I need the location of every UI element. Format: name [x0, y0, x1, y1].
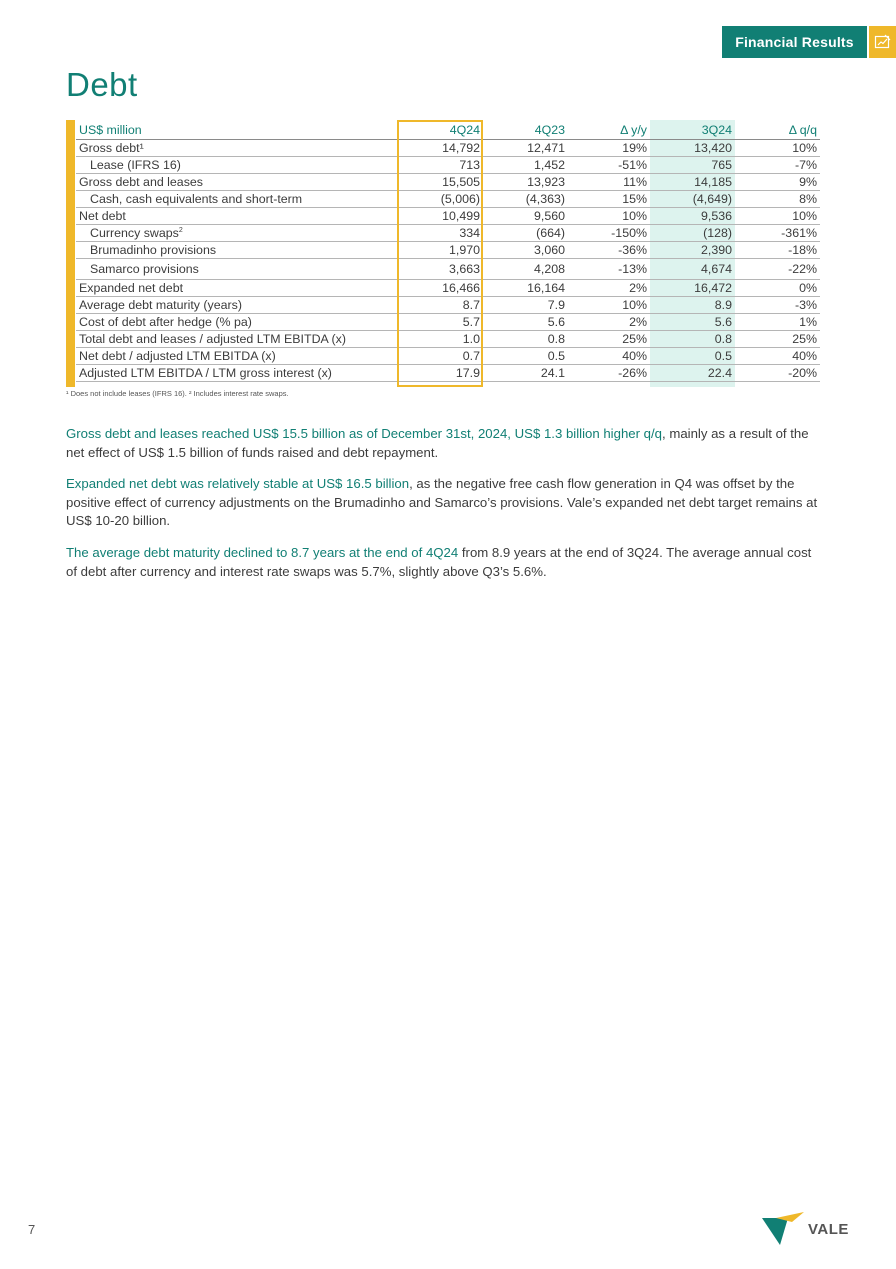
column-header: Δ y/y [568, 121, 650, 140]
row-label-text: Cost of debt after hedge (% pa) [79, 315, 252, 329]
table-cell: -150% [568, 225, 650, 242]
table-cell: 1% [735, 314, 820, 331]
table-cell: 10% [735, 208, 820, 225]
table-cell: 3,060 [483, 242, 568, 259]
table-cell: 1,452 [483, 157, 568, 174]
table-cell: 1,970 [397, 242, 483, 259]
table-cell: 9,536 [650, 208, 735, 225]
row-label [76, 140, 397, 157]
table-cell: 8.7 [397, 297, 483, 314]
table-cell: (5,006) [397, 191, 483, 208]
table-cell: 0.5 [483, 348, 568, 365]
table-cell: 12,471 [483, 140, 568, 157]
row-label [76, 242, 397, 259]
table-cell: (128) [650, 225, 735, 242]
row-label [76, 331, 397, 348]
row-label-text: Net debt [79, 209, 126, 223]
paragraph-text: , as the negative free cash flow generation in Q4 was offset by the positive effect of currency adjustments on the Brumadinho and Samarco’s provisions. Vale’s expanded net debt target remains at US$ 10-20 billion. [66, 476, 818, 528]
table-cell: 22.4 [650, 365, 735, 382]
table-cell: 8% [735, 191, 820, 208]
column-header: 4Q24 [397, 121, 483, 140]
table-cell: 713 [397, 157, 483, 174]
paragraph-text: , mainly as a result of the net effect of US$ 1.5 billion of funds raised and debt repayment. [66, 426, 809, 460]
chart-edit-icon [869, 26, 896, 58]
table-cell: 40% [735, 348, 820, 365]
table-cell: -51% [568, 157, 650, 174]
table-cell: 15,505 [397, 174, 483, 191]
table-cell: 19% [568, 140, 650, 157]
table-cell: 8.9 [650, 297, 735, 314]
table-cell: 11% [568, 174, 650, 191]
row-label-text: Total debt and leases / adjusted LTM EBITDA (x) [79, 332, 346, 346]
table-cell: 4,208 [483, 259, 568, 280]
table-cell: 0.8 [650, 331, 735, 348]
table-cell: 10% [568, 208, 650, 225]
row-label-text: Cash, cash equivalents and short-term [90, 192, 303, 206]
row-label-text: Gross debt and leases [79, 175, 203, 189]
table-cell: 5.6 [483, 314, 568, 331]
table-cell: 15% [568, 191, 650, 208]
table-cell: 25% [568, 331, 650, 348]
footnote: ¹ Does not include leases (IFRS 16). ² Includes interest rate swaps. [66, 389, 289, 398]
table-cell: -22% [735, 259, 820, 280]
table-accent-bar [66, 120, 75, 387]
table-cell: 10,499 [397, 208, 483, 225]
row-label-text: Average debt maturity (years) [79, 298, 242, 312]
paragraph-highlight: The average debt maturity declined to 8.7 years at the end of 4Q24 [66, 545, 459, 560]
paragraph-expanded-net-debt [66, 475, 822, 531]
table-cell: 16,164 [483, 280, 568, 297]
section-tab: Financial Results [722, 26, 867, 58]
table-cell: 13,420 [650, 140, 735, 157]
table-cell: 1.0 [397, 331, 483, 348]
row-label-text: Brumadinho provisions [90, 243, 217, 257]
table-cell: 5.7 [397, 314, 483, 331]
row-label [76, 348, 397, 365]
table-cell: 14,792 [397, 140, 483, 157]
vale-logo [762, 1212, 852, 1246]
table-cell: 2,390 [650, 242, 735, 259]
table-cell: -13% [568, 259, 650, 280]
table-cell: -7% [735, 157, 820, 174]
table-cell: 10% [735, 140, 820, 157]
column-header: 3Q24 [650, 121, 735, 140]
4q24-column-box [397, 120, 483, 387]
table-cell: 17.9 [397, 365, 483, 382]
vale-logo-icon [762, 1212, 806, 1246]
row-label [76, 365, 397, 382]
column-header: 4Q23 [483, 121, 568, 140]
table-cell: -361% [735, 225, 820, 242]
table-cell: -20% [735, 365, 820, 382]
row-label [76, 314, 397, 331]
row-label [76, 191, 397, 208]
table-cell: 334 [397, 225, 483, 242]
row-label [76, 174, 397, 191]
table-cell: 5.6 [650, 314, 735, 331]
table-cell: 4,674 [650, 259, 735, 280]
table-cell: 0.7 [397, 348, 483, 365]
logo-wordmark: VALE [808, 1220, 849, 1238]
table-cell: 3,663 [397, 259, 483, 280]
row-label [76, 259, 397, 280]
row-label [76, 208, 397, 225]
paragraph-gross-debt [66, 425, 822, 462]
table-cell: 24.1 [483, 365, 568, 382]
row-label-text: Adjusted LTM EBITDA / LTM gross interest (x) [79, 366, 332, 380]
table-cell: (4,649) [650, 191, 735, 208]
paragraph-highlight: Expanded net debt was relatively stable at US$ 16.5 billion [66, 476, 410, 491]
table-cell: 0.5 [650, 348, 735, 365]
row-label-text: Net debt / adjusted LTM EBITDA (x) [79, 349, 276, 363]
table-cell: 13,923 [483, 174, 568, 191]
table-cell: 14,185 [650, 174, 735, 191]
table-cell: -36% [568, 242, 650, 259]
table-cell: 7.9 [483, 297, 568, 314]
table-cell: 40% [568, 348, 650, 365]
row-label-text: Expanded net debt [79, 281, 184, 295]
table-cell: 0% [735, 280, 820, 297]
page-title: Debt [66, 66, 138, 103]
table-cell: 9% [735, 174, 820, 191]
page-number: 7 [28, 1222, 36, 1237]
row-label [76, 280, 397, 297]
table-cell: 765 [650, 157, 735, 174]
table-cell: -3% [735, 297, 820, 314]
table-cell: 10% [568, 297, 650, 314]
row-label [76, 297, 397, 314]
table-cell: 2% [568, 280, 650, 297]
row-label [76, 157, 397, 174]
table-cell: 25% [735, 331, 820, 348]
table-cell: -18% [735, 242, 820, 259]
column-header: US$ million [76, 121, 397, 140]
table-cell: -26% [568, 365, 650, 382]
table-cell: 0.8 [483, 331, 568, 348]
paragraph-highlight: Gross debt and leases reached US$ 15.5 billion as of December 31st, 2024, US$ 1.3 billion higher q/q [66, 426, 662, 441]
column-header: Δ q/q [735, 121, 820, 140]
row-label [76, 225, 397, 242]
table-cell: 9,560 [483, 208, 568, 225]
row-label-text: Lease (IFRS 16) [90, 158, 181, 172]
paragraph-debt-maturity [66, 544, 822, 581]
row-label-text: Currency swaps [90, 226, 179, 240]
paragraph-text: from 8.9 years at the end of 3Q24. The average annual cost of debt after currency and interest rate swaps was 5.7%, slightly above Q3’s 5.6%. [66, 545, 812, 579]
row-label-text: Samarco provisions [90, 262, 199, 276]
footnote-marker: 2 [178, 226, 183, 234]
table-cell: 16,472 [650, 280, 735, 297]
table-cell: (4,363) [483, 191, 568, 208]
table-cell: 2% [568, 314, 650, 331]
table-cell: 16,466 [397, 280, 483, 297]
table-cell: (664) [483, 225, 568, 242]
row-label-text: Gross debt¹ [79, 141, 144, 155]
